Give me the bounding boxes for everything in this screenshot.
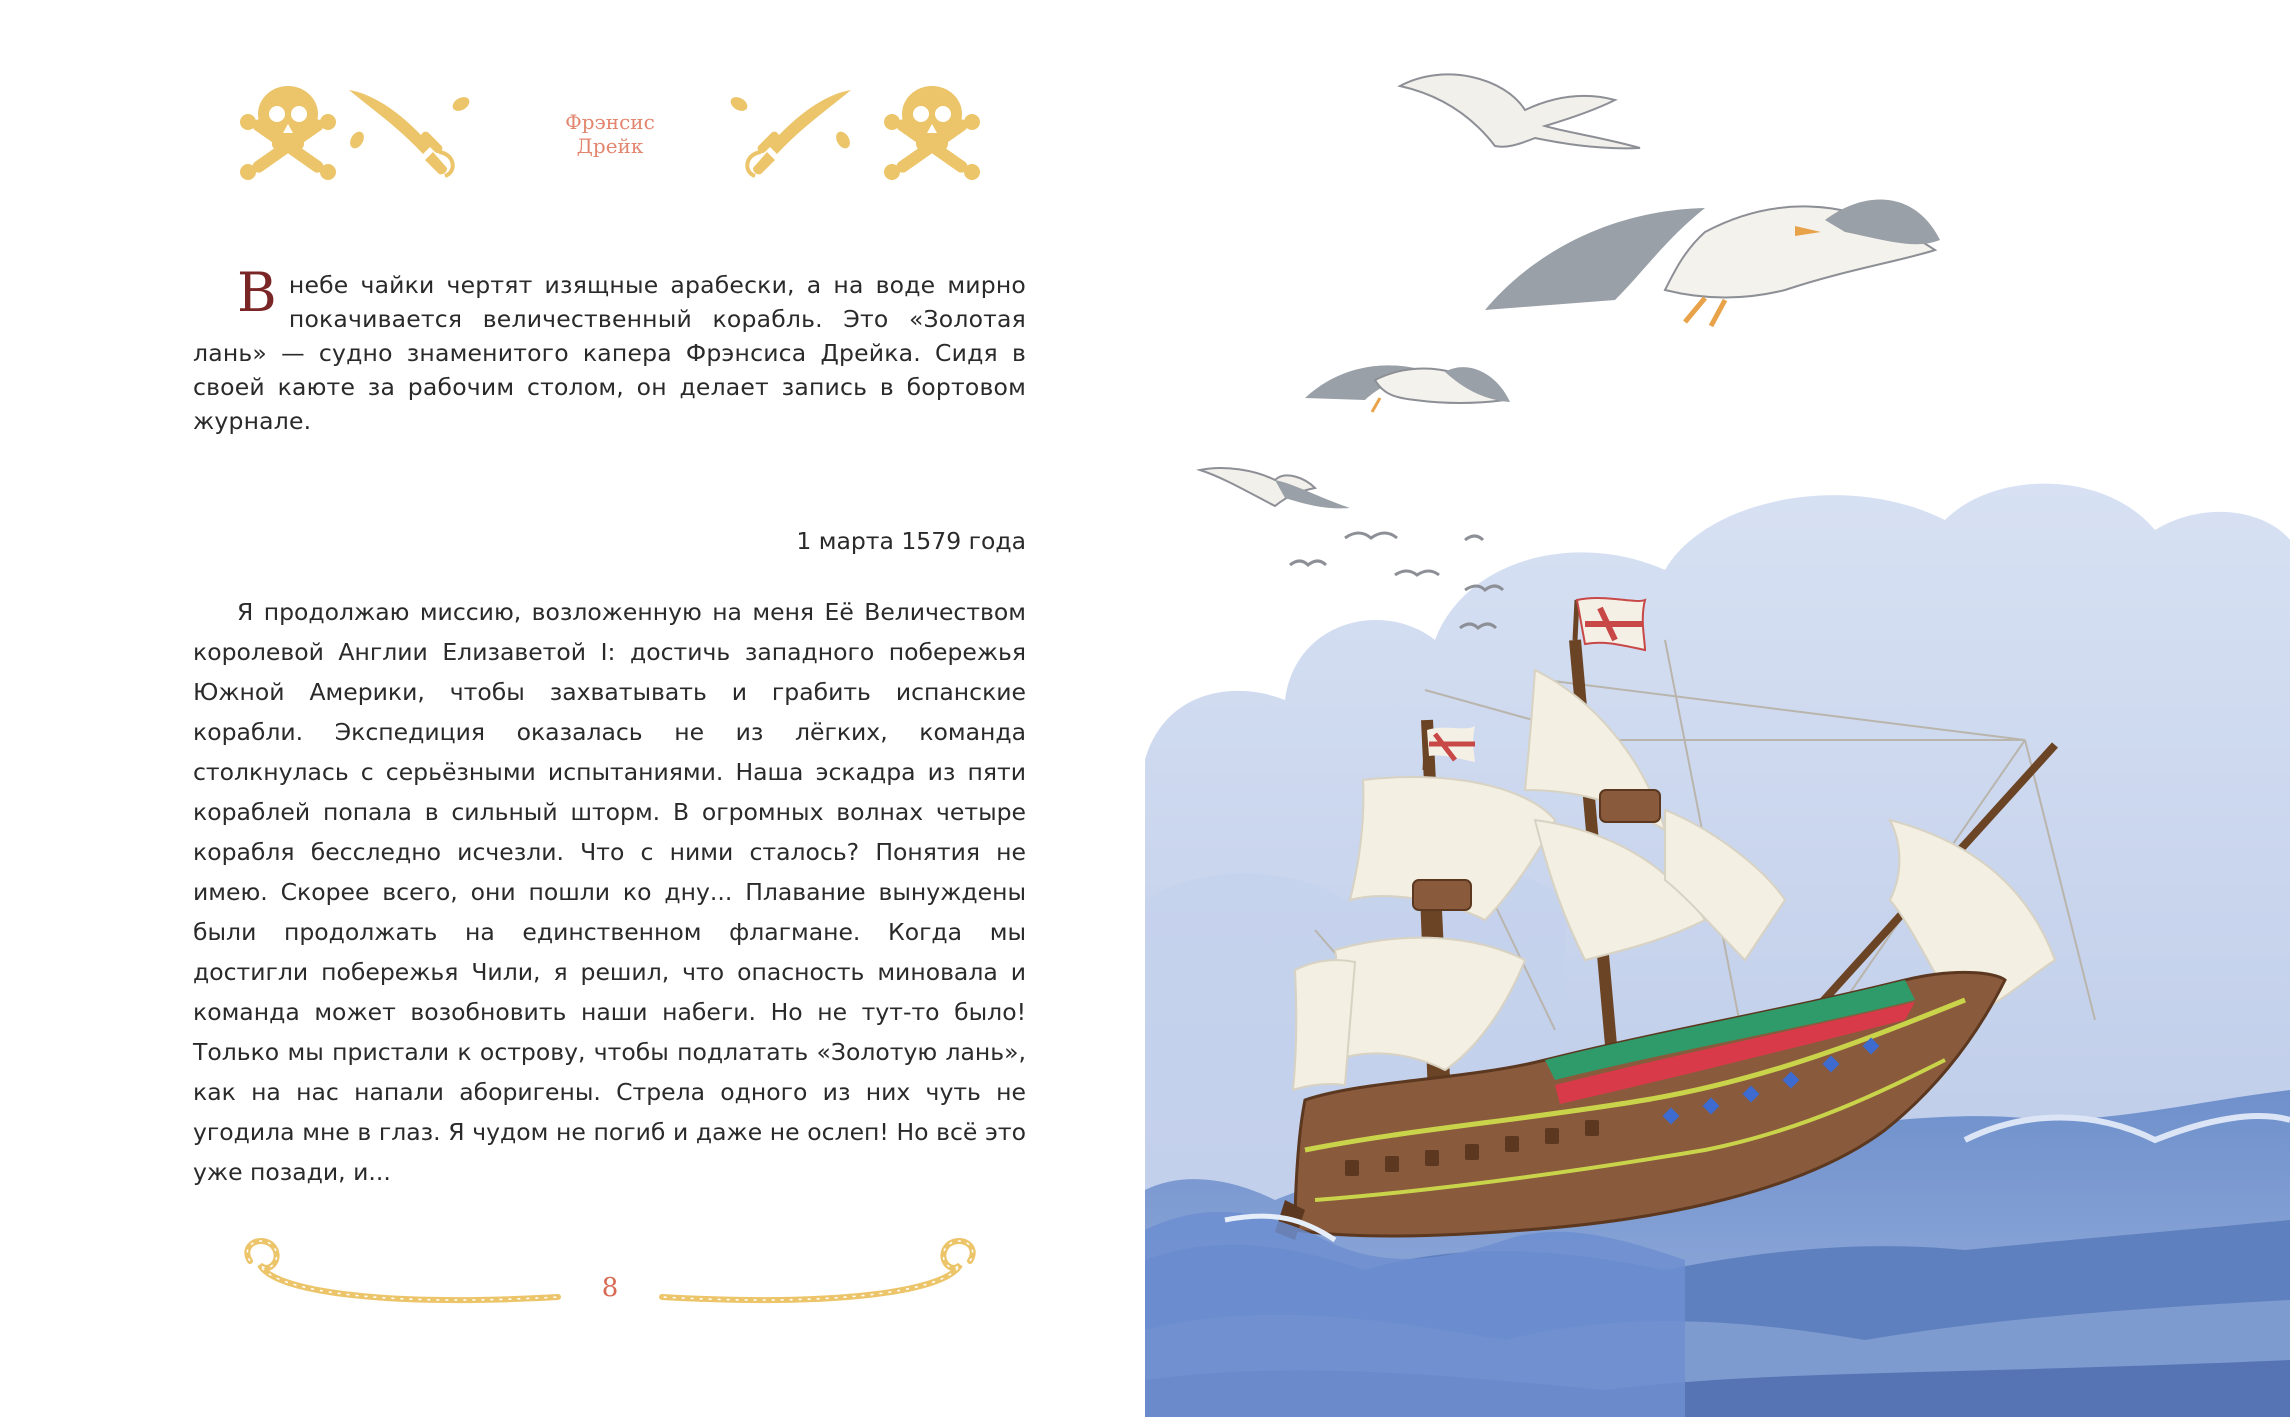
- ship-illustration: [1145, 0, 2290, 1417]
- page-footer: [240, 1235, 980, 1335]
- cutlass-icon: [730, 80, 855, 180]
- seagull-icon: [1485, 200, 1940, 326]
- cutlass-icon: [345, 80, 470, 180]
- running-head-line-1: Фрэнсис: [565, 110, 655, 134]
- rope-swirl-icon: [240, 1235, 570, 1315]
- running-head-line-2: Дрейк: [576, 134, 644, 158]
- log-entry-text: Я продолжаю миссию, возложенную на меня Её Величеством королевой Англии Елизаветой I: достичь западного побережья Южной Америки, чтобы захватывать и грабить испанские корабли. Экспедиция оказалась не из лёгких, команда столкнулась с серьёзными испытаниями. Наша эскадра из пяти кораблей попала в сильный шторм. В огромных волнах четыре корабля бесследно исчезли. Что с ними сталось? Понятия не имею. Скорее всего, они пошли ко дну... Плавание вынуждены были продолжать на единственном флагмане. Когда мы достигли побережья Чили, я решил, что опасность миновала и команда может возобновить наши набеги. Но не тут-то было! Только мы пристали к острову, чтобы подлатать «Золотую лань», как на нас напали аборигены. Стрела одного из них чуть не угодила мне в глаз. Я чудом не погиб и даже не ослеп! Но всё это уже позади, и...: [193, 598, 1026, 1186]
- illustration-page: [1145, 0, 2290, 1417]
- rope-swirl-icon: [650, 1235, 980, 1315]
- seagull-icon: [1305, 365, 1510, 412]
- intro-text: небе чайки чертят изящные арабески, а на воде мирно покачивается величественный корабль. Это «Золотая лань» — судно знаменитого капера Фрэнсиса Дрейка. Сидя в своей каюте за рабочим столом, он делает запись в бортовом журнале.: [193, 271, 1026, 435]
- seagull-icon: [1200, 468, 1350, 508]
- skull-crossbones-icon: [240, 80, 336, 180]
- skull-crossbones-icon: [884, 80, 980, 180]
- log-date: 1 марта 1579 года: [796, 527, 1026, 555]
- intro-paragraph: [193, 261, 1026, 438]
- seagull-icon: [1400, 74, 1640, 148]
- page-number: 8: [601, 1273, 619, 1303]
- page-header: [240, 80, 980, 200]
- running-head: [540, 110, 680, 158]
- drop-cap: В: [237, 261, 277, 324]
